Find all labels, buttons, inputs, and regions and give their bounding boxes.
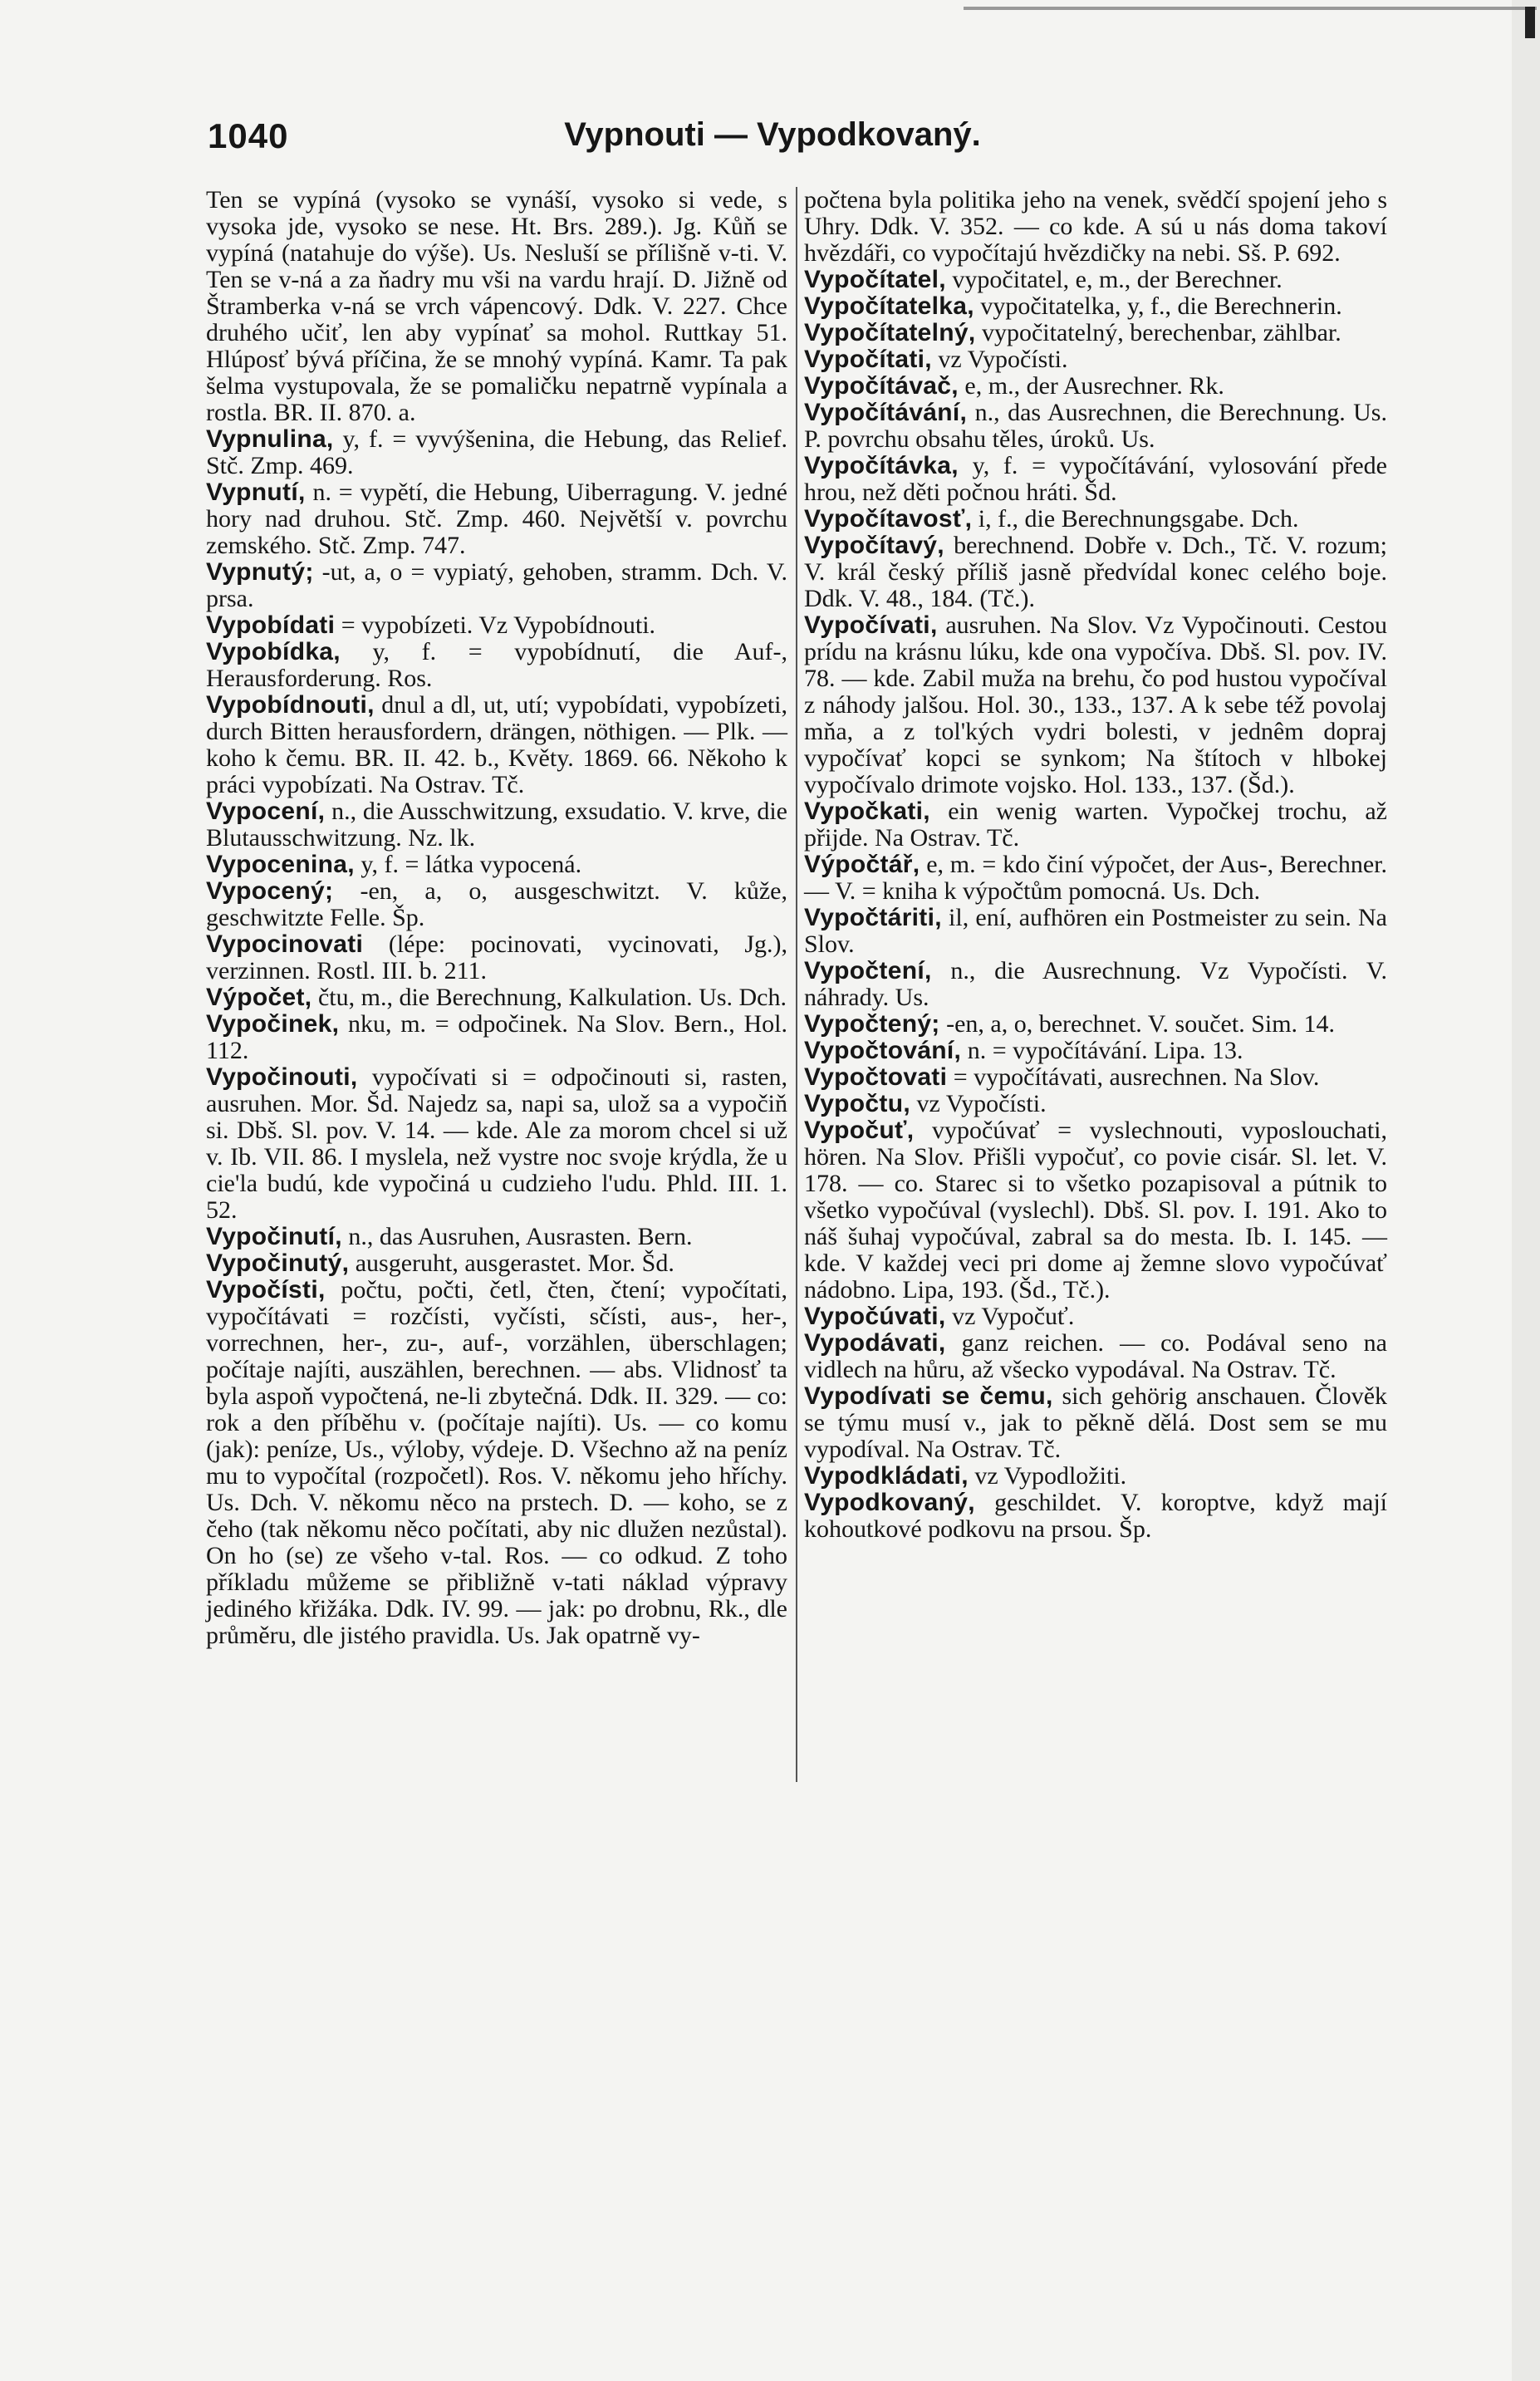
page-number: 1040 xyxy=(208,116,289,155)
dictionary-entry xyxy=(206,984,787,1011)
entry-headword: Vypocenina, xyxy=(206,851,355,878)
entry-headword: Vypočítavosť, xyxy=(804,505,973,533)
entry-body: n., die Ausrechnung. Vz Vypočísti. V. náhrady. Us. xyxy=(804,957,1387,1011)
entry-body: vz Vypočísti. xyxy=(931,346,1068,373)
right-column xyxy=(804,187,1387,1543)
dictionary-entry xyxy=(804,1091,1387,1117)
entry-headword: Vypočtovati xyxy=(804,1063,948,1091)
entry-body: berechnend. Dobře v. Dch., Tč. V. rozum; V. král český příliš jasně předvídal konec celého boje. Ddk. V. 48., 184. (Tč.). xyxy=(804,532,1387,612)
entry-body: il, ení, aufhören ein Postmeister zu sein. Na Slov. xyxy=(804,904,1387,958)
left-column xyxy=(206,187,787,1649)
entry-headword: Vypočítati, xyxy=(804,346,932,373)
entry-body: geschildet. V. koroptve, když mají kohoutkové podkovu na prsou. Šp. xyxy=(804,1489,1387,1543)
entry-body: y, f. = vypočítávání, vylosování přede hrou, než děti počnou hráti. Šd. xyxy=(804,452,1387,506)
entry-body: ausruhen. Na Slov. Vz Vypočinouti. Cestou prídu na krásnu lúku, kde ona vypočíva. Dbš. Sl. pov. IV. 78. — kde. Zabil muža na brehu, čo pod hustou vypočíval z náhody jalšou. Hol. 30., 133., 137. A k sebe též povolaj mňa, a z tol'kých vydri bolesti, v jednêm dopraj vypočívať kopci se synkom; Na štítoch v hlbokej vypočívalo drimote vojsko. Hol. 133., 137. (Šd.). xyxy=(804,611,1387,798)
entry-body: y, f. = vyvýšenina, die Hebung, das Relief. Stč. Zmp. 469. xyxy=(206,425,787,479)
dictionary-entry xyxy=(804,852,1387,905)
dictionary-entry xyxy=(804,267,1387,293)
entry-headword: Vypočúvati, xyxy=(804,1303,946,1330)
dictionary-entry xyxy=(206,878,787,931)
entry-body: y, f. = vypobídnutí, die Auf-, Herausforderung. Ros. xyxy=(206,638,787,692)
dictionary-entry xyxy=(804,373,1387,400)
entry-body: čtu, m., die Berechnung, Kalkulation. Us. Dch. xyxy=(311,984,787,1011)
dictionary-entry xyxy=(206,187,787,426)
dictionary-entry xyxy=(804,1011,1387,1038)
entry-body: -ut, a, o = vypiatý, gehoben, stramm. Dch. V. prsa. xyxy=(206,558,787,612)
dictionary-entry xyxy=(804,187,1387,267)
entry-body: n. = vypočítávání. Lipa. 13. xyxy=(961,1037,1243,1064)
entry-body: počtu, počti, četl, čten, čtení; vypočítati, vypočítávati = rozčísti, vyčísti, sčísti, aus-, her-, vorrechnen, her-, zu-, auf-, vorzählen, überschlagen; počítaje najíti, auszählen, berechnen. — abs. Vlidnosť ta byla aspoň vypočtená, ne-li zbytečná. Ddk. II. 329. — co: rok a den příběhu v. (počítaje najíti). Us. — co komu (jak): peníze, Us., výloby, výdeje. D. Všechno až na peníz mu to vypočítal (rozpočetl). Ros. V. někomu jeho hříchy. Us. Dch. V. někomu něco na prstech. D. — koho, se z čeho (tak někomu něco počítati, aby nic dlužen nezůstal). On ho (se) ze všeho v-tal. Ros. — co odkud. Z toho příkladu můžeme se přibližně v-tati náklad výpravy jediného křižáka. Ddk. IV. 99. — jak: po drobnu, Rk., dle průměru, dle jistého pravidla. Us. Jak opatrně vy- xyxy=(206,1276,787,1649)
entry-body: vypočitatel, e, m., der Berechner. xyxy=(945,266,1283,293)
dictionary-entry xyxy=(206,931,787,984)
dictionary-entry xyxy=(206,692,787,798)
entry-headword: Výpočet, xyxy=(206,984,312,1011)
entry-body: sich gehörig anschauen. Člověk se týmu musí v., jak to pěkně dělá. Dost sem se mu vypodíval. Na Ostrav. Tč. xyxy=(804,1382,1388,1463)
entry-headword: Vypočítatelný, xyxy=(804,319,976,346)
entry-body: y, f. = látka vypocená. xyxy=(354,851,582,878)
entry-body: vypočúvať = vyslechnouti, vyposlouchati, hören. Na Slov. Přišli vypočuť, co povie cisár. Sl. let. V. 178. — co. Starec si to všetko pozapisoval a pútnik to všetko vypočúval (vyslechl). Dbš. Sl. pov. I. 191. Ako to náš šuhaj vypočúval, zabral sa do mesta. Ib. I. 145. — kde. V každej veci pri dome aj žemne slovo vypočúvať nádobno. Lipa, 193. (Šd., Tč.). xyxy=(804,1117,1387,1303)
entry-headword: Vypočítávka, xyxy=(804,452,959,479)
entry-headword: Vypnutý; xyxy=(206,558,314,586)
entry-headword: Vypočítavý, xyxy=(804,532,944,559)
dictionary-entry xyxy=(804,1303,1387,1330)
dictionary-entry xyxy=(804,1490,1387,1543)
entry-headword: Vypobídati xyxy=(206,611,336,639)
entry-headword: Vypočítávání, xyxy=(804,399,968,426)
column-divider xyxy=(796,187,797,1782)
dictionary-entry xyxy=(206,852,787,878)
entry-body: vz Vypočuť. xyxy=(945,1303,1075,1330)
dictionary-entry xyxy=(804,905,1387,958)
dictionary-entry xyxy=(206,798,787,852)
entry-headword: Vypodávati, xyxy=(804,1329,946,1357)
entry-body: Ten se vypíná (vysoko se vynáší, vysoko si vede, s vysoka jde, vysoko se nese. Ht. Brs. 289.). Jg. Kůň se vypíná (natahuje do výše). Us. Nesluší se přílišně v-ti. V. Ten se v-ná a za ňadry mu vši na vardu hrají. D. Jižně od Štramberka v-ná se vrch vápencový. Ddk. V. 227. Chce druhého učiť, len aby vypínať sa mohol. Ruttkay 51. Hlúposť bývá příčina, že se mnohý vypíná. Kamr. Ta pak šelma vystupovala, že se pomaličku nepatrně vypínala a rostla. BR. II. 870. a. xyxy=(206,186,787,426)
entry-headword: Vypočinutí, xyxy=(206,1223,342,1250)
entry-headword: Vypočinutý, xyxy=(206,1249,350,1277)
dictionary-entry xyxy=(206,639,787,692)
entry-headword: Vypočtení, xyxy=(804,957,932,984)
dictionary-entry xyxy=(804,506,1387,533)
dictionary-entry xyxy=(804,320,1387,346)
entry-body: -en, a, o, berechnet. V. součet. Sim. 14. xyxy=(939,1010,1336,1038)
entry-headword: Vypočísti, xyxy=(206,1276,326,1303)
entry-headword: Vypnutí, xyxy=(206,479,306,506)
entry-body: = vypobízeti. Vz Vypobídnouti. xyxy=(335,611,656,639)
entry-headword: Vypočinek, xyxy=(206,1010,340,1038)
dictionary-entry xyxy=(804,612,1387,798)
dictionary-entry xyxy=(804,1038,1387,1064)
dictionary-entry xyxy=(206,612,787,639)
entry-body: ausgeruht, ausgerastet. Mor. Šd. xyxy=(349,1249,674,1277)
dictionary-entry xyxy=(804,1463,1387,1490)
entry-body: n., die Ausschwitzung, exsudatio. V. krve, die Blutausschwitzung. Nz. lk. xyxy=(206,798,787,852)
entry-body: n., das Ausrechnen, die Berechnung. Us. P. povrchu obsahu těles, úroků. Us. xyxy=(804,399,1387,453)
entry-body: n. = vypětí, die Hebung, Uiberragung. V. jedné hory nad druhou. Stč. Zmp. 460. Největší v. povrchu zemského. Stč. Zmp. 747. xyxy=(206,479,787,559)
dictionary-entry xyxy=(206,1250,787,1277)
entry-body: vz Vypočísti. xyxy=(910,1090,1047,1117)
entry-headword: Vypočinouti, xyxy=(206,1063,358,1091)
entry-body: ganz reichen. — co. Podával seno na vidlech na hůru, až všecko vypodával. Na Ostrav. Tč. xyxy=(804,1329,1387,1383)
entry-body: (lépe: pocinovati, vycinovati, Jg.), verzinnen. Rostl. III. b. 211. xyxy=(206,930,787,984)
entry-body: počtena byla politika jeho na venek, svědčí spojení jeho s Uhry. Ddk. V. 352. — co kde. A sú u nás doma takoví hvězdáři, co vypočítajú hvězdičky na nebi. Sš. P. 692. xyxy=(804,186,1387,267)
dictionary-entry xyxy=(804,400,1387,453)
entry-body: vypočitatelka, y, f., die Berechnerin. xyxy=(974,292,1342,320)
entry-headword: Vypobídka, xyxy=(206,638,341,665)
dictionary-entry xyxy=(206,1224,787,1250)
entry-body: dnul a dl, ut, utí; vypobídati, vypobízeti, durch Bitten herausfordern, drängen, nöthigen. — Plk. — koho k čemu. BR. II. 42. b., Květy. 1869. 66. Někoho k práci vypobízati. Na Ostrav. Tč. xyxy=(206,691,787,798)
dictionary-entry xyxy=(804,453,1387,506)
entry-headword: Vypnulina, xyxy=(206,425,334,453)
entry-body: vz Vypodložiti. xyxy=(968,1462,1127,1490)
dictionary-entry xyxy=(206,1011,787,1064)
dictionary-entry xyxy=(804,1117,1387,1303)
entry-body: vypočitatelný, berechenbar, zählbar. xyxy=(975,319,1341,346)
entry-body: -en, a, o, ausgeschwitzt. V. kůže, geschwitzte Felle. Šp. xyxy=(206,877,787,931)
entry-body: ein wenig warten. Vypočkej trochu, až přijde. Na Ostrav. Tč. xyxy=(804,798,1387,852)
scan-corner-mark xyxy=(1525,7,1535,38)
dictionary-entry xyxy=(206,426,787,479)
dictionary-entry xyxy=(206,1064,787,1224)
entry-body: n., das Ausruhen, Ausrasten. Bern. xyxy=(341,1223,693,1250)
entry-headword: Vypodívati se čemu, xyxy=(804,1382,1053,1410)
entry-headword: Vypočítatelka, xyxy=(804,292,974,320)
entry-headword: Vypočtu, xyxy=(804,1090,910,1117)
entry-body: nku, m. = odpočinek. Na Slov. Bern., Hol. 112. xyxy=(206,1010,787,1064)
dictionary-entry xyxy=(804,1330,1387,1383)
dictionary-entry xyxy=(206,559,787,612)
dictionary-entry xyxy=(804,1064,1387,1091)
dictionary-entry xyxy=(804,346,1387,373)
entry-headword: Vypocinovati xyxy=(206,930,364,958)
scan-top-rule xyxy=(964,7,1537,10)
entry-body: e, m., der Ausrechner. Rk. xyxy=(958,372,1224,400)
dictionary-entry xyxy=(804,293,1387,320)
entry-headword: Vypočítávač, xyxy=(804,372,959,400)
entry-headword: Vypočuť, xyxy=(804,1117,915,1144)
entry-body: = vypočítávati, ausrechnen. Na Slov. xyxy=(947,1063,1320,1091)
dictionary-entry xyxy=(804,798,1387,852)
dictionary-entry xyxy=(804,533,1387,612)
running-title: Vypnouti — Vypodkovaný. xyxy=(564,116,981,153)
dictionary-entry xyxy=(206,1277,787,1649)
entry-body: i, f., die Berechnungsgabe. Dch. xyxy=(972,505,1299,533)
dictionary-entry xyxy=(206,479,787,559)
entry-headword: Vypocený; xyxy=(206,877,334,905)
entry-headword: Vypočkati, xyxy=(804,798,930,825)
entry-headword: Vypobídnouti, xyxy=(206,691,375,719)
entry-headword: Vypočtený; xyxy=(804,1010,940,1038)
entry-headword: Vypočívati, xyxy=(804,611,938,639)
dictionary-entry xyxy=(804,1383,1387,1463)
entry-headword: Vypodkládati, xyxy=(804,1462,969,1490)
entry-body: e, m. = kdo činí výpočet, der Aus-, Berechner. — V. = kniha k výpočtům pomocná. Us. Dch. xyxy=(804,851,1387,905)
entry-body: vypočívati si = odpočinouti si, rasten, ausruhen. Mor. Šd. Najedz sa, napi sa, ulož sa a vypočiň si. Dbš. Sl. pov. V. 14. — kde. Ale za morom chcel si už v. Ib. VII. 86. I myslela, než vystre noc svoje krýdla, že u cie'la budú, kde vypočiná u cudzieho l'udu. Phld. III. 1. 52. xyxy=(206,1063,787,1224)
entry-headword: Vypočtáriti, xyxy=(804,904,942,931)
dictionary-entry xyxy=(804,958,1387,1011)
entry-headword: Výpočtář, xyxy=(804,851,920,878)
entry-headword: Vypodkovaný, xyxy=(804,1489,975,1516)
scan-edge xyxy=(1512,0,1540,2381)
entry-headword: Vypočtování, xyxy=(804,1037,962,1064)
page-header xyxy=(208,116,1337,166)
entry-headword: Vypočítatel, xyxy=(804,266,946,293)
entry-headword: Vypocení, xyxy=(206,798,326,825)
